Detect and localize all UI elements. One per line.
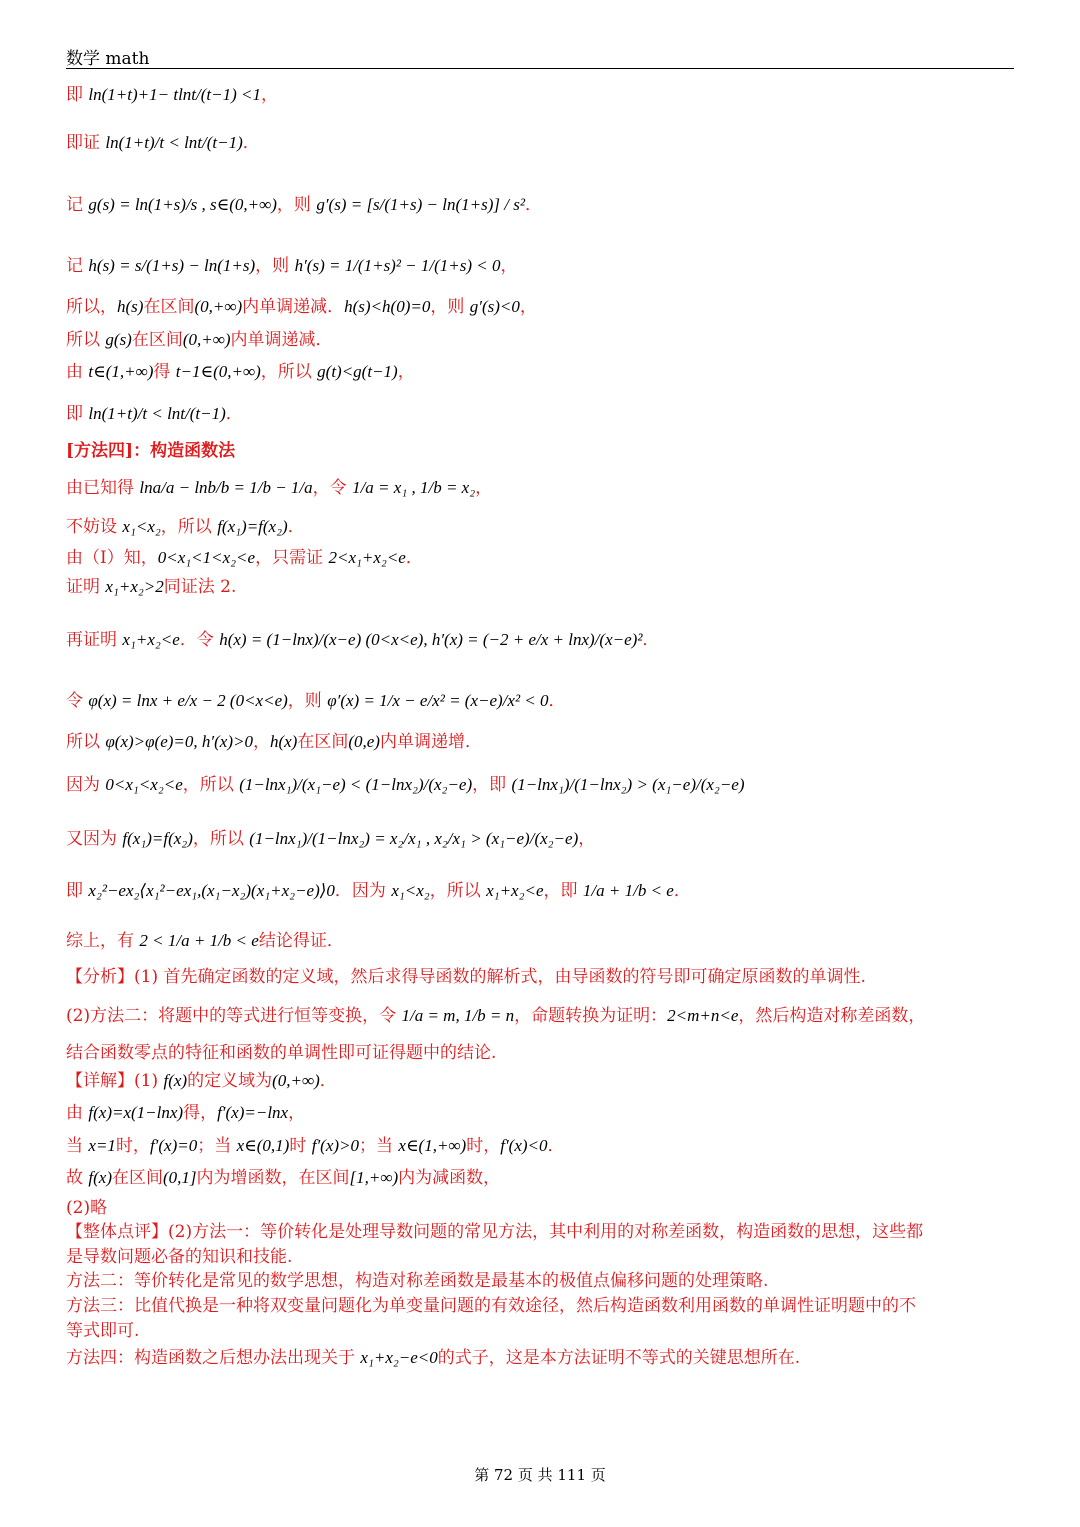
text-segment: 内单调递增． xyxy=(379,732,482,752)
text-segment: 再证明 xyxy=(66,630,123,650)
math-expression: f′(x)=−lnx xyxy=(217,1103,289,1122)
text-segment: 方法四：构造函数之后想办法出现关于 xyxy=(66,1348,361,1368)
text-segment: ， xyxy=(500,256,518,276)
text-segment: ， xyxy=(578,829,596,849)
text-segment: 方法二：等价转化是常见的数学思想，构造对称差函数是最基本的极值点偏移问题的处理策略. xyxy=(66,1271,769,1291)
text-line xyxy=(66,774,745,796)
text-segment: ，则 xyxy=(287,691,328,711)
text-segment: 【分析】(1) 首先确定函数的定义域，然后求得导函数的解析式，由导函数的符号即可确定原函数的单调性. xyxy=(66,967,866,987)
text-line xyxy=(66,1135,565,1157)
text-line xyxy=(66,403,243,425)
math-expression: 1/a = x₁ , 1/b = x₂ xyxy=(352,478,476,497)
text-segment: 令 xyxy=(66,691,89,711)
math-expression: 1/a + 1/b < e xyxy=(582,881,674,900)
text-segment: 记 xyxy=(66,195,89,215)
text-line xyxy=(66,296,537,318)
text-segment: 所以 xyxy=(66,732,106,752)
math-expression: 1/a = m, 1/b = n xyxy=(401,1006,515,1025)
math-expression: φ′(x) = 1/x − e/x² = (x−e)/x² < 0 xyxy=(327,691,549,710)
text-segment: 综上，有 xyxy=(66,931,140,951)
text-line xyxy=(66,1270,768,1292)
text-line xyxy=(66,1197,107,1219)
text-line xyxy=(66,1320,139,1342)
math-expression: g′(s) = [s/(1+s) − ln(1+s)] / s² xyxy=(316,195,525,214)
text-segment: ． xyxy=(319,1071,337,1091)
text-segment: ， xyxy=(288,1103,306,1123)
math-expression: x₁+x₂>2 xyxy=(105,577,164,596)
text-segment: 证明 xyxy=(66,577,106,597)
text-segment: ． xyxy=(673,881,691,901)
header-subject: 数学 math xyxy=(66,49,150,69)
text-segment: ． xyxy=(548,691,566,711)
math-expression: f(x) xyxy=(163,1071,188,1090)
text-segment: (2)方法二：将题中的等式进行恒等变换，令 xyxy=(66,1006,402,1026)
text-segment: 时， xyxy=(466,1136,501,1156)
text-segment: ，则 xyxy=(276,195,317,215)
math-expression: g(s) xyxy=(105,330,132,349)
text-line xyxy=(66,1005,925,1027)
math-expression: f′(x)>0 xyxy=(311,1136,360,1155)
math-expression: φ(x) = lnx + e/x − 2 (0<x<e) xyxy=(88,691,288,710)
text-line xyxy=(66,255,518,277)
text-segment: 由 xyxy=(66,362,89,382)
text-segment: ，所以 xyxy=(260,362,318,382)
text-segment: ． xyxy=(287,517,305,537)
math-expression: (1−lnx₁)/(1−lnx₂) = x₂/x₁ , x₂/x₁ > (x₁−e)/(x₂−e) xyxy=(249,829,579,848)
text-segment: 所以， xyxy=(66,297,117,317)
math-expression: h(x) xyxy=(269,732,298,751)
text-segment: 【详解】(1) xyxy=(66,1071,164,1091)
math-expression: (1−lnx₁)/(1−lnx₂) > (x₁−e)/(x₂−e) xyxy=(511,775,745,794)
text-segment: 【整体点评】(2)方法一：等价转化是处理导数问题的常见方法，其中利用的对称差函数，构造函数的思想，这些都 xyxy=(66,1222,924,1242)
math-expression: ln(1+t)/t < lnt/(t−1) xyxy=(105,133,243,152)
text-segment: ；当 xyxy=(359,1136,399,1156)
text-segment: ． xyxy=(547,1136,565,1156)
text-line xyxy=(66,329,333,351)
math-expression: x∈(1,+∞) xyxy=(398,1136,467,1155)
text-line xyxy=(66,930,344,952)
text-line xyxy=(66,1246,292,1268)
text-line xyxy=(66,84,278,106)
text-segment: ，所以 xyxy=(182,775,240,795)
math-expression: h′(s) = 1/(1+s)² − 1/(1+s) < 0 xyxy=(294,256,501,275)
text-segment: 得 xyxy=(153,362,176,382)
math-expression: x₁+x₂−e<0 xyxy=(360,1348,438,1367)
text-line xyxy=(66,1102,305,1124)
math-expression: 0<x₁<1<x₂<e xyxy=(157,548,256,567)
math-expression: (0,e) xyxy=(348,732,380,751)
text-segment: 结合函数零点的特征和函数的单调性即可证得题中的结论. xyxy=(66,1043,497,1063)
text-segment: 在区间 xyxy=(112,1168,163,1188)
page-footer: 第 72 页 共 111 页 xyxy=(474,1466,606,1484)
math-expression: f′(x)<0 xyxy=(500,1136,548,1155)
text-segment: 即 xyxy=(66,881,89,901)
math-expression: [1,+∞) xyxy=(349,1168,399,1187)
text-segment: 的式子，这是本方法证明不等式的关键思想所在. xyxy=(437,1348,801,1368)
text-segment: 的定义域为 xyxy=(187,1071,273,1091)
text-segment: 故 xyxy=(66,1168,89,1188)
math-expression: f(x)=x(1−lnx) xyxy=(88,1103,184,1122)
text-segment: ．令 xyxy=(179,630,220,650)
text-line xyxy=(66,194,542,216)
math-expression: x₂²−ex₂⟨x₁²−ex₁,(x₁−x₂)(x₁+x₂−e)⟩0 xyxy=(88,881,335,900)
text-segment: ，然后构造对称差函数， xyxy=(738,1006,926,1026)
text-segment: ，只需证 xyxy=(255,548,329,568)
text-line xyxy=(66,690,566,712)
math-expression: g′(s)<0 xyxy=(469,297,520,316)
math-expression: 2 < 1/a + 1/b < e xyxy=(139,931,259,950)
text-segment: 同证法 2. xyxy=(163,577,237,597)
text-segment: ． xyxy=(242,133,260,153)
text-line xyxy=(66,1347,800,1369)
text-segment: ，令 xyxy=(312,478,353,498)
math-expression: x₁+x₂<e xyxy=(122,630,180,649)
math-expression: (0,1] xyxy=(163,1168,197,1187)
page-header xyxy=(66,42,1014,69)
text-segment: 在区间 xyxy=(143,297,195,317)
text-line xyxy=(66,828,595,850)
text-segment: 当 xyxy=(66,1136,89,1156)
text-segment: 由 xyxy=(66,1103,89,1123)
text-segment: 不妨设 xyxy=(66,517,123,537)
text-segment: 等式即可. xyxy=(66,1321,140,1341)
text-segment: 即 xyxy=(66,404,89,424)
math-expression: h(x) = (1−lnx)/(x−e) (0<x<e), h′(x) = (−2 + e/x + lnx)/(x−e)² xyxy=(219,630,643,649)
text-segment: ． xyxy=(225,404,243,424)
text-segment: 内为减函数， xyxy=(398,1168,501,1188)
text-line xyxy=(66,361,415,383)
math-expression: (0,+∞) xyxy=(194,297,243,316)
math-expression: g(s) = ln(1+s)/s , s∈(0,+∞) xyxy=(88,195,277,214)
text-segment: 内单调递减． xyxy=(230,330,333,350)
text-line xyxy=(66,1167,500,1189)
math-expression: (1−lnx₁)/(x₁−e) < (1−lnx₂)/(x₂−e) xyxy=(239,775,473,794)
text-segment: ， xyxy=(519,297,537,317)
text-segment: ，则 xyxy=(255,256,295,276)
text-segment: 即证 xyxy=(66,133,106,153)
text-line xyxy=(66,440,235,462)
text-segment: 所以 xyxy=(66,330,106,350)
text-segment: 在区间 xyxy=(297,732,349,752)
math-expression: 2<x₁+x₂<e xyxy=(328,548,406,567)
math-expression: h(s) = s/(1+s) − ln(1+s) xyxy=(88,256,256,275)
math-expression: (0,+∞) xyxy=(272,1071,320,1090)
text-segment: 又因为 xyxy=(66,829,123,849)
text-segment: 结论得证． xyxy=(258,931,344,951)
math-expression: x=1 xyxy=(88,1136,116,1155)
text-segment: (2)略 xyxy=(66,1198,108,1218)
text-line xyxy=(66,1221,923,1243)
math-expression: x₁<x₂ xyxy=(391,881,430,900)
text-segment: 由已知得 xyxy=(66,478,140,498)
text-segment: 因为 xyxy=(66,775,106,795)
math-expression: ln(1+t)/t < lnt/(t−1) xyxy=(88,404,226,423)
text-segment: ，则 xyxy=(430,297,470,317)
text-segment: ．因为 xyxy=(334,881,392,901)
text-segment: 方法三：比值代换是一种将双变量问题化为单变量问题的有效途径，然后构造函数利用函数的单调性证明题中的不 xyxy=(66,1296,916,1316)
text-line xyxy=(66,629,659,651)
text-segment: ，命题转换为证明： xyxy=(514,1006,668,1026)
text-segment: 由（Ⅰ）知， xyxy=(66,548,158,568)
text-segment: 时 xyxy=(289,1136,312,1156)
math-expression: x∈(0,1) xyxy=(236,1136,290,1155)
math-expression: f(x₁)=f(x₂) xyxy=(217,517,288,536)
text-segment: ， xyxy=(260,85,278,105)
text-line xyxy=(66,731,482,753)
text-segment: ，即 xyxy=(543,881,583,901)
math-expression: h(s) xyxy=(117,297,144,316)
text-segment: ． xyxy=(642,630,660,650)
text-segment: 在区间 xyxy=(131,330,183,350)
text-segment: ，所以 xyxy=(429,881,487,901)
text-segment: [方法四]：构造函数法 xyxy=(66,441,236,461)
text-line xyxy=(66,880,691,902)
math-expression: ln(1+t)+1− tlnt/(t−1) <1 xyxy=(88,85,261,104)
text-segment: ；当 xyxy=(197,1136,237,1156)
math-expression: g(t)<g(t−1) xyxy=(317,362,398,381)
text-segment: ， xyxy=(475,478,493,498)
text-line xyxy=(66,1070,337,1092)
math-expression: f(x) xyxy=(88,1168,112,1187)
math-expression: f(x₁)=f(x₂) xyxy=(122,829,193,848)
text-segment: ． xyxy=(405,548,423,568)
text-segment: 即 xyxy=(66,85,89,105)
text-segment: ， xyxy=(252,732,270,752)
text-segment: ，所以 xyxy=(192,829,250,849)
math-expression: t∈(1,+∞) xyxy=(88,362,154,381)
text-segment: 时， xyxy=(115,1136,150,1156)
math-expression: (0,+∞) xyxy=(182,330,231,349)
math-expression: φ(x)>φ(e)=0, h′(x)>0 xyxy=(105,732,253,751)
math-expression: h(s)<h(0)=0 xyxy=(344,297,431,316)
math-expression: lna/a − lnb/b = 1/b − 1/a xyxy=(139,478,313,497)
text-segment: 内为增函数，在区间 xyxy=(196,1168,350,1188)
math-expression: 2<m+n<e xyxy=(667,1006,739,1025)
text-segment: ， xyxy=(397,362,415,382)
text-line xyxy=(66,576,236,598)
text-segment: ，所以 xyxy=(160,517,218,537)
text-line xyxy=(66,516,305,538)
math-expression: 0<x₁<x₂<e xyxy=(105,775,183,794)
text-line xyxy=(66,966,866,988)
text-segment: ． xyxy=(524,195,542,215)
math-expression: f′(x)=0 xyxy=(149,1136,198,1155)
math-expression: x₁+x₂<e xyxy=(486,881,544,900)
text-segment: 得， xyxy=(183,1103,218,1123)
text-line xyxy=(66,1042,496,1064)
text-line xyxy=(66,477,492,499)
text-line xyxy=(66,132,260,154)
text-segment: 记 xyxy=(66,256,89,276)
text-line xyxy=(66,547,423,569)
math-expression: x₁<x₂ xyxy=(122,517,161,536)
text-segment: 内单调递减． xyxy=(242,297,345,317)
text-segment: ，即 xyxy=(472,775,512,795)
text-line xyxy=(66,1295,916,1317)
text-segment: 是导数问题必备的知识和技能. xyxy=(66,1247,293,1267)
math-expression: t−1∈(0,+∞) xyxy=(175,362,261,381)
